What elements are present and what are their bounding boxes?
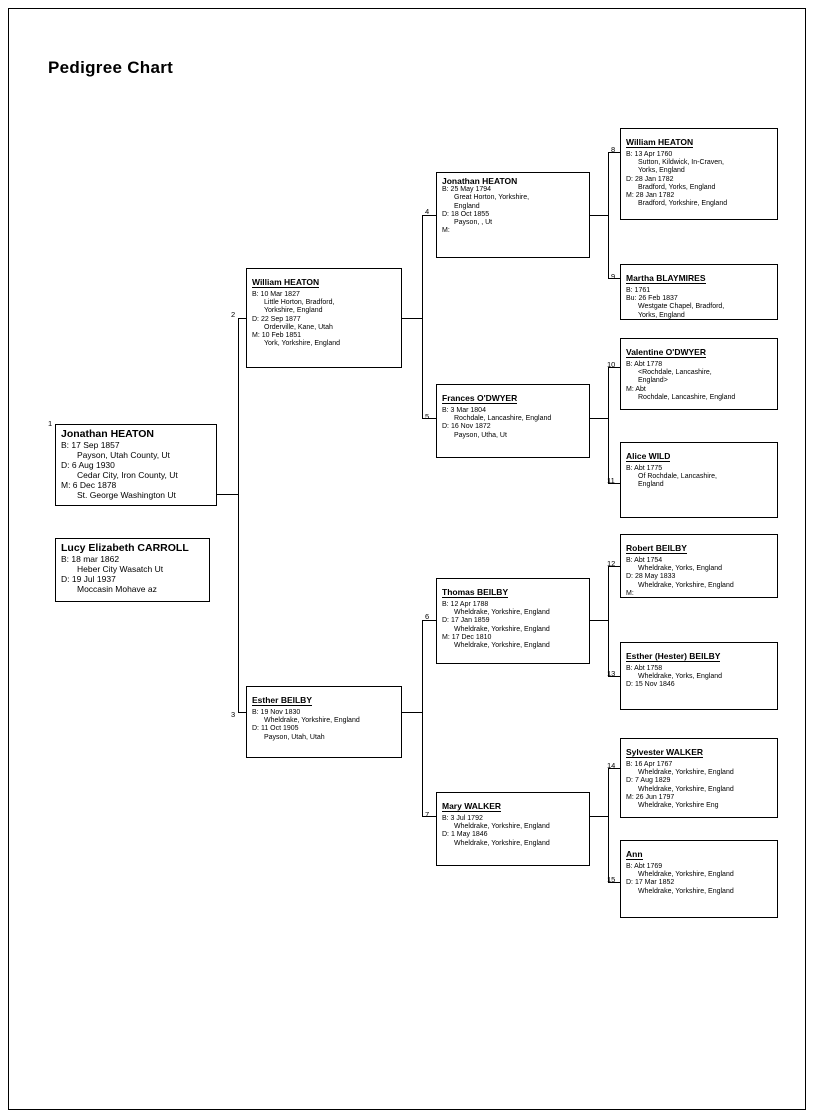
person-name: Esther BEILBY <box>252 695 312 705</box>
person-detail: Yorks, England <box>638 311 685 319</box>
person-box-7[interactable] <box>436 792 590 866</box>
person-detail: England> <box>638 377 668 385</box>
person-detail: Bradford, Yorkshire, England <box>638 200 728 208</box>
person-name: Robert BEILBY <box>626 543 687 553</box>
person-detail: D: 15 Nov 1846 <box>626 681 675 689</box>
person-detail: <Rochdale, Lancashire, <box>638 369 712 377</box>
node-index-12: 12 <box>607 559 616 568</box>
person-name: William HEATON <box>252 277 320 287</box>
person-detail: Payson, Utha, Ut <box>454 431 507 439</box>
person-detail: B: 3 Mar 1804 <box>442 406 486 414</box>
person-detail: D: 7 Aug 1829 <box>626 777 671 785</box>
person-detail: Payson, Utah, Utah <box>264 733 325 741</box>
page-title: Pedigree Chart <box>48 58 174 77</box>
person-detail: B: Abt 1769 <box>626 862 663 870</box>
connector <box>216 494 238 495</box>
connector <box>590 620 608 621</box>
person-detail: B: Abt 1778 <box>626 360 663 368</box>
person-name: Jonathan HEATON <box>442 176 518 186</box>
person-detail: M: <box>626 589 634 597</box>
person-detail: B: 1761 <box>626 286 651 294</box>
person-detail: Wheldrake, Yorkshire, England <box>454 642 550 650</box>
connector <box>608 566 609 676</box>
person-box-14[interactable] <box>620 738 778 818</box>
person-detail: Moccasin Mohave az <box>77 584 157 595</box>
person-detail: B: Abt 1758 <box>626 664 663 672</box>
person-detail: Orderville, Kane, Utah <box>264 323 333 331</box>
person-detail: M: 28 Jan 1782 <box>626 192 675 200</box>
person-detail: Wheldrake, Yorkshire Eng <box>638 802 719 810</box>
node-index-13: 13 <box>607 669 616 678</box>
person-detail: D: 1 May 1846 <box>442 831 488 839</box>
person-box-11[interactable] <box>620 442 778 518</box>
node-index-2: 2 <box>231 310 236 319</box>
person-name: Mary WALKER <box>442 801 502 811</box>
node-index-11: 11 <box>607 476 615 485</box>
person-detail: Wheldrake, Yorkshire, England <box>638 581 734 589</box>
person-name: Jonathan HEATON <box>61 428 154 440</box>
node-index-9: 9 <box>611 272 616 281</box>
person-name: William HEATON <box>626 137 694 147</box>
person-name: Martha BLAYMIRES <box>626 273 706 283</box>
connector <box>422 215 423 418</box>
node-index-14: 14 <box>607 761 616 770</box>
person-detail: B: 13 Apr 1760 <box>626 150 673 158</box>
person-detail: B: Abt 1775 <box>626 464 663 472</box>
person-box-2[interactable] <box>246 268 402 368</box>
person-name: Valentine O'DWYER <box>626 347 706 357</box>
node-index-3: 3 <box>231 710 236 719</box>
person-detail: B: 16 Apr 1767 <box>626 760 673 768</box>
person-detail: Bu: 26 Feb 1837 <box>626 295 678 303</box>
person-detail: B: 25 May 1794 <box>442 186 492 194</box>
person-detail: Wheldrake, Yorks, England <box>638 565 723 573</box>
connector <box>422 620 423 816</box>
person-detail: Rochdale, Lancashire, England <box>454 415 552 423</box>
person-detail: M: 26 Jun 1797 <box>626 793 675 801</box>
person-detail: Great Horton, Yorkshire, <box>454 194 530 202</box>
person-name: Lucy Elizabeth CARROLL <box>61 542 189 554</box>
person-box-8[interactable] <box>620 128 778 220</box>
person-detail: Wheldrake, Yorkshire, England <box>264 717 360 725</box>
person-box-5[interactable] <box>436 384 590 458</box>
person-detail: Wheldrake, Yorks, England <box>638 673 723 681</box>
person-detail: Wheldrake, Yorkshire, England <box>454 625 550 633</box>
person-name: Thomas BEILBY <box>442 587 509 597</box>
person-detail: D: 17 Jan 1859 <box>442 617 490 625</box>
person-detail: Cedar City, Iron County, Ut <box>77 470 178 481</box>
connector <box>238 712 246 713</box>
connector <box>402 712 422 713</box>
person-name: Sylvester WALKER <box>626 747 703 757</box>
person-detail: St. George Washington Ut <box>77 490 176 501</box>
connector <box>608 768 609 882</box>
connector <box>608 152 609 278</box>
person-detail: Of Rochdale, Lancashire, <box>638 473 717 481</box>
person-detail: England <box>454 202 480 210</box>
person-box-13[interactable] <box>620 642 778 710</box>
person-detail: Wheldrake, Yorkshire, England <box>454 839 550 847</box>
person-detail: York, Yorkshire, England <box>264 340 341 348</box>
person-detail: B: 19 Nov 1830 <box>252 708 301 716</box>
person-detail: Payson, , Ut <box>454 219 493 227</box>
connector <box>590 418 608 419</box>
person-detail: Wheldrake, Yorkshire, England <box>638 785 734 793</box>
connector <box>238 318 239 712</box>
node-index-4: 4 <box>425 207 430 216</box>
node-index-15: 15 <box>607 875 616 884</box>
person-detail: Wheldrake, Yorkshire, England <box>638 887 734 895</box>
node-index-1: 1 <box>48 419 53 428</box>
person-detail: D: 18 Oct 1855 <box>442 210 490 218</box>
person-detail: D: 16 Nov 1872 <box>442 423 491 431</box>
person-box-10[interactable] <box>620 338 778 410</box>
person-detail: Wheldrake, Yorkshire, England <box>454 823 550 831</box>
person-detail: Yorkshire, England <box>264 307 323 315</box>
person-detail: Westgate Chapel, Bradford, <box>638 303 725 311</box>
node-index-10: 10 <box>607 360 616 369</box>
node-index-7: 7 <box>425 810 430 819</box>
person-detail: Yorks, England <box>638 167 685 175</box>
person-detail: Wheldrake, Yorkshire, England <box>638 769 734 777</box>
person-detail: Payson, Utah County, Ut <box>77 450 170 461</box>
connector <box>238 318 246 319</box>
person-detail: Little Horton, Bradford, <box>264 299 335 307</box>
person-box-12[interactable] <box>620 534 778 598</box>
person-box-6[interactable] <box>436 578 590 664</box>
connector <box>402 318 422 319</box>
person-detail: M: 10 Feb 1851 <box>252 332 302 340</box>
person-box-4[interactable] <box>436 172 590 258</box>
connector <box>590 816 608 817</box>
person-detail: England <box>638 481 664 489</box>
person-detail: B: Abt 1754 <box>626 556 663 564</box>
person-name: Frances O'DWYER <box>442 393 518 403</box>
person-detail: D: 22 Sep 1877 <box>252 315 301 323</box>
person-detail: Wheldrake, Yorkshire, England <box>638 871 734 879</box>
connector <box>590 215 608 216</box>
person-detail: Bradford, Yorks, England <box>638 183 716 191</box>
spouse-box[interactable] <box>55 538 210 602</box>
person-box-3[interactable] <box>246 686 402 758</box>
person-name: Esther (Hester) BEILBY <box>626 651 721 661</box>
person-detail: B: 12 Apr 1788 <box>442 600 489 608</box>
person-name: Ann <box>626 849 643 859</box>
person-detail: D: 6 Aug 1930 <box>61 460 115 471</box>
node-index-8: 8 <box>611 145 616 154</box>
person-detail: Heber City Wasatch Ut <box>77 564 164 575</box>
person-detail: D: 19 Jul 1937 <box>61 574 116 585</box>
person-detail: Wheldrake, Yorkshire, England <box>454 609 550 617</box>
person-detail: D: 11 Oct 1905 <box>252 725 299 733</box>
person-detail: D: 28 May 1833 <box>626 573 676 581</box>
node-index-5: 5 <box>425 412 430 421</box>
person-detail: M: Abt <box>626 385 646 393</box>
person-detail: B: 10 Mar 1827 <box>252 290 300 298</box>
person-detail: D: 28 Jan 1782 <box>626 175 674 183</box>
node-index-6: 6 <box>425 612 430 621</box>
person-box-1[interactable] <box>55 424 217 506</box>
person-detail: M: <box>442 227 450 235</box>
person-name: Alice WILD <box>626 451 671 461</box>
person-box-9[interactable] <box>620 264 778 320</box>
person-detail: Sutton, Kildwick, In-Craven, <box>638 159 724 167</box>
person-detail: B: 17 Sep 1857 <box>61 440 120 451</box>
connector <box>608 367 609 483</box>
person-detail: B: 3 Jul 1792 <box>442 814 483 822</box>
person-detail: Rochdale, Lancashire, England <box>638 393 736 401</box>
person-detail: B: 18 mar 1862 <box>61 554 120 565</box>
person-detail: M: 6 Dec 1878 <box>61 480 117 491</box>
person-box-15[interactable] <box>620 840 778 918</box>
person-detail: M: 17 Dec 1810 <box>442 633 492 641</box>
person-detail: D: 17 Mar 1852 <box>626 879 675 887</box>
